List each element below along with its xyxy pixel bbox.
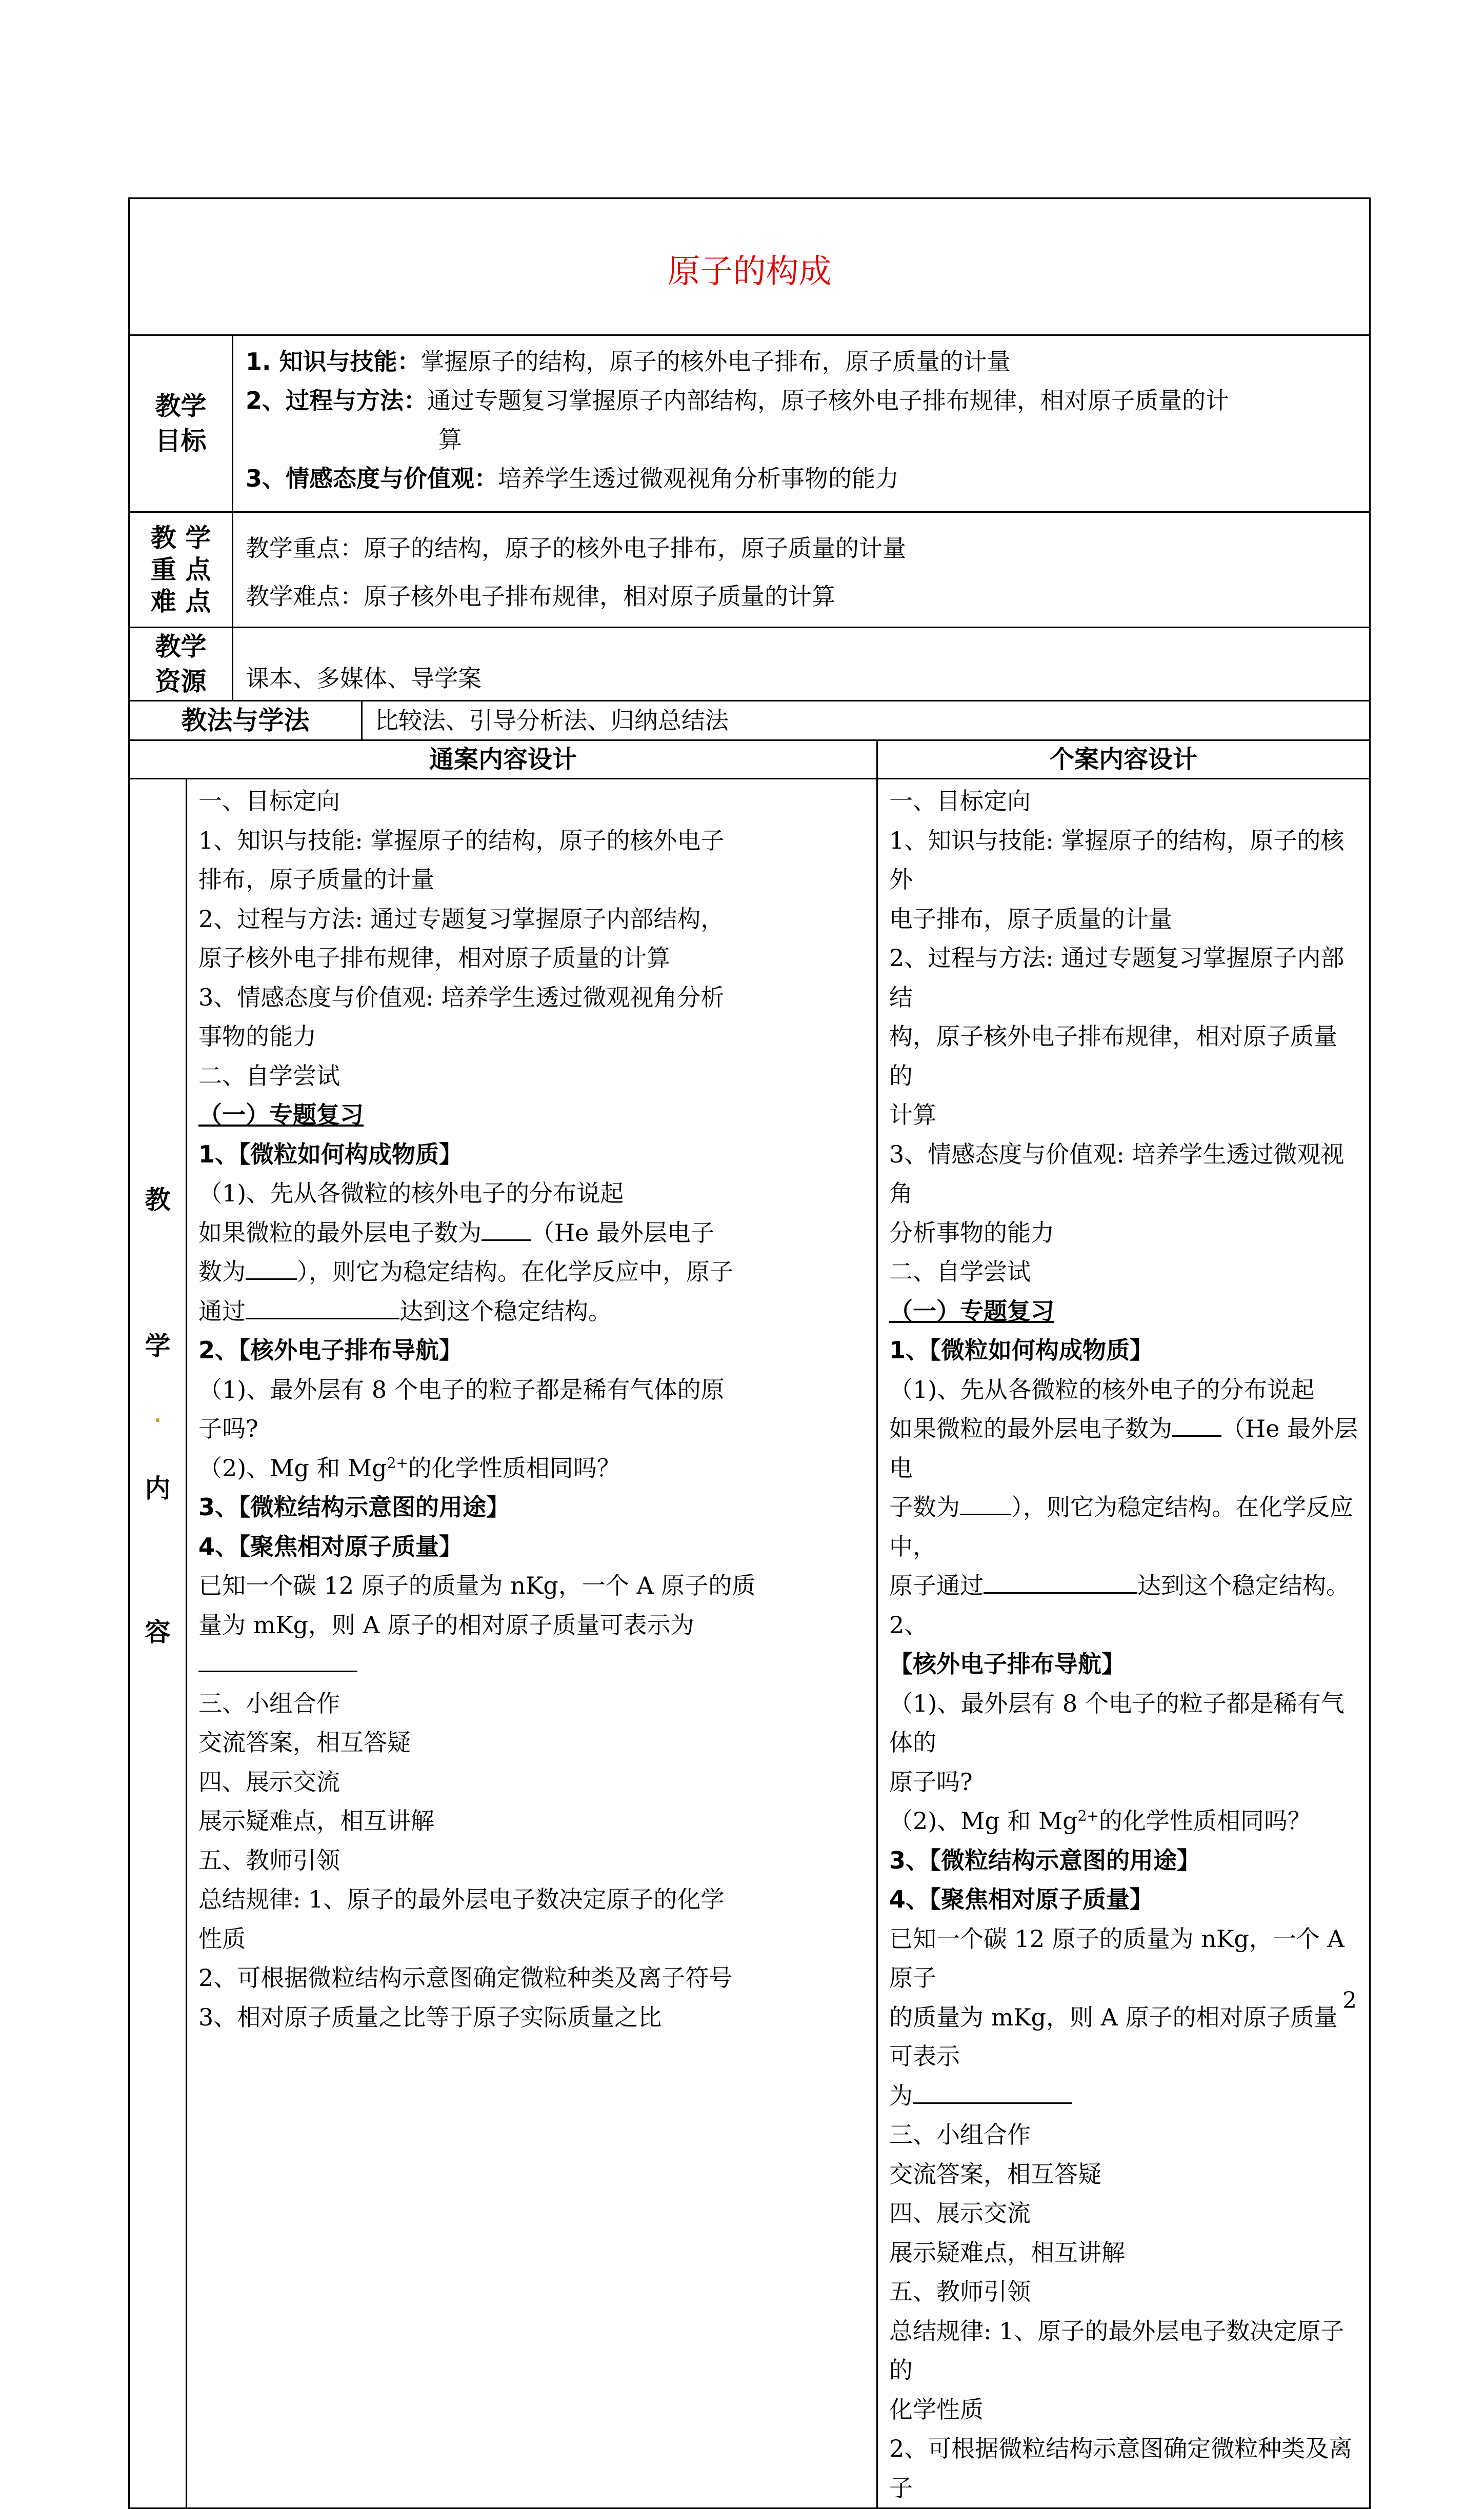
text-span: 如果微粒的最外层电子数为 — [198, 1218, 482, 1247]
text-line: 交流答案，相互答疑 — [198, 1729, 411, 1756]
text-line: 二、自学尝试 — [198, 1061, 340, 1090]
text-line: 2、过程与方法: 通过专题复习掌握原子内部结构， — [198, 905, 725, 933]
text-span: 的化学性质相同吗？ — [408, 1454, 620, 1482]
text-span: 如果微粒的最外层电子数为 — [889, 1415, 1172, 1442]
text-line: 2、可根据微粒结构示意图确定微粒种类及离子符号 — [198, 1964, 733, 1992]
text-line — [198, 1292, 866, 1331]
text-span: 资源 — [155, 667, 207, 696]
lesson-plan-table — [128, 197, 1371, 2509]
resources-label — [129, 628, 233, 701]
text-span: 2、过程与方法： — [246, 387, 428, 414]
text-span: 学 — [145, 1331, 171, 1361]
text-line: 电子排布，原子质量的计量 — [889, 905, 1172, 933]
text-span: 通过 — [198, 1297, 246, 1325]
text-line: 三、小组合作 — [198, 1689, 340, 1717]
text-line: 的质量为 mKg，则 A 原子的相对原子质量可表示 — [889, 2003, 1338, 2070]
text-span: 原子通过 — [889, 1572, 984, 1599]
blank-field — [1172, 1410, 1221, 1437]
text-line: 2、【核外电子排布导航】 — [198, 1336, 463, 1364]
right-body — [877, 779, 1370, 2508]
text-line: 四、展示交流 — [889, 2199, 1031, 2227]
text-line: 子吗? — [198, 1415, 258, 1442]
text-line: 【核外电子排布导航】 — [889, 1650, 1125, 1678]
blank-field — [984, 1567, 1137, 1594]
text-line: 总结规律: 1、原子的最外层电子数决定原子的化学 — [198, 1885, 725, 1913]
text-line: 五、教师引领 — [889, 2278, 1031, 2305]
blank-field — [960, 1488, 1011, 1515]
text-line — [889, 1801, 1359, 1841]
text-line: 五、教师引领 — [198, 1846, 340, 1874]
page-title: 原子的构成 — [667, 253, 832, 291]
key-points-label — [129, 512, 233, 628]
text-line: 已知一个碳 12 原子的质量为 nKg，一个 A 原子的质 — [198, 1572, 756, 1599]
text-span: ），则它为稳定结构。在化学反应中，原子 — [297, 1258, 733, 1286]
text-line — [198, 1213, 866, 1253]
text-span: 内 — [145, 1474, 171, 1503]
text-line: （一）专题复习 — [889, 1297, 1054, 1325]
text-span: 通过专题复习掌握原子内部结构，原子核外电子排布规律，相对原子质量的计 — [427, 387, 1230, 414]
text-span: 数为 — [198, 1258, 246, 1286]
resources-content — [233, 628, 1370, 701]
text-span: 达到这个稳定结构。2、 — [889, 1572, 1350, 1639]
text-line: 计算 — [889, 1101, 936, 1129]
text-line: （1)、最外层有 8 个电子的粒子都是稀有气体的原 — [198, 1375, 725, 1403]
text-line: 一、目标定向 — [889, 787, 1031, 815]
text-span: 教学 — [155, 391, 207, 421]
superscript: 2+ — [387, 1454, 408, 1472]
text-line: 化学性质 — [889, 2395, 984, 2423]
objective-1 — [246, 342, 1357, 381]
text-span: 为 — [889, 2081, 913, 2110]
text-line: 1、知识与技能: 掌握原子的结构，原子的核外 — [889, 826, 1345, 893]
objectives-row — [129, 335, 1370, 512]
text-span: 3、情感态度与价值观： — [246, 465, 498, 492]
text-span: ），则它为稳定结构。在化学反应中， — [889, 1493, 1353, 1560]
objectives-label — [129, 335, 233, 512]
text-line: 3、【微粒结构示意图的用途】 — [889, 1846, 1201, 1874]
text-line: 总结规律: 1、原子的最外层电子数决定原子的 — [889, 2317, 1345, 2384]
text-span: （2)、Mg 和 Mg — [198, 1454, 387, 1482]
resources-row — [129, 628, 1370, 701]
text-line: 3、情感态度与价值观: 培养学生透过微观视角 — [889, 1140, 1345, 1207]
left-body — [187, 779, 877, 2508]
text-span: 教 — [145, 1185, 171, 1215]
text-span: 的化学性质相同吗？ — [1098, 1807, 1311, 1835]
text-span: 教学 — [155, 632, 207, 661]
text-span: 重 点 — [150, 555, 211, 585]
text-line: （1)、最外层有 8 个电子的粒子都是稀有气体的 — [889, 1689, 1345, 1756]
text-line: 3、【微粒结构示意图的用途】 — [198, 1493, 510, 1521]
blank-field — [246, 1253, 297, 1280]
text-line: 分析事物的能力 — [889, 1218, 1054, 1247]
page-number: 2 — [1342, 1988, 1357, 2014]
left-column-header: 通案内容设计 — [129, 740, 877, 779]
text-line: 构，原子核外电子排布规律，相对原子质量的 — [889, 1022, 1337, 1090]
methods-row — [129, 701, 1370, 740]
key-points-content — [233, 512, 1370, 628]
text-line: 二、自学尝试 — [889, 1258, 1031, 1286]
text-line: 三、小组合作 — [889, 2121, 1031, 2149]
teaching-focus: 教学重点：原子的结构，原子的核外电子排布，原子质量的计量 — [246, 534, 906, 562]
text-line: 交流答案，相互答疑 — [889, 2160, 1101, 2188]
text-span: 教法与学法 — [181, 706, 310, 735]
text-line: 原子核外电子排布规律，相对原子质量的计算 — [198, 944, 670, 972]
text-line: 一、目标定向 — [198, 787, 340, 815]
text-line — [889, 1566, 1359, 1644]
text-line — [889, 1488, 1359, 1566]
title-row — [129, 198, 1370, 335]
body-row — [129, 779, 1370, 2508]
text-span: 达到这个稳定结构。 — [399, 1297, 612, 1325]
text-span: 容 — [145, 1617, 171, 1647]
methods-label — [129, 701, 362, 740]
columns-header-row — [129, 740, 1370, 779]
text-span: 目标 — [155, 426, 207, 456]
text-line: 事物的能力 — [198, 1022, 316, 1050]
teaching-content-label — [129, 779, 187, 2508]
text-line: 展示疑难点，相互讲解 — [198, 1807, 434, 1835]
text-line: （1)、先从各微粒的核外电子的分布说起 — [198, 1179, 624, 1207]
objective-2 — [246, 381, 1357, 420]
text-span: （He 最外层电子 — [531, 1218, 714, 1247]
text-span: 1. 知识与技能： — [246, 348, 421, 375]
text-line: 量为 mKg，则 A 原子的相对原子质量可表示为 — [198, 1611, 694, 1639]
text-span: · — [154, 1410, 162, 1431]
objectives-content — [233, 335, 1370, 512]
text-line: 1、【微粒如何构成物质】 — [889, 1336, 1154, 1364]
text-line: 4、【聚焦相对原子质量】 — [198, 1532, 463, 1560]
text-line — [889, 2076, 1359, 2116]
text-line: 比较法、引导分析法、归纳总结法 — [375, 707, 729, 734]
text-line: 3、情感态度与价值观: 培养学生透过微观视角分析 — [198, 983, 725, 1011]
text-span: （2)、Mg 和 Mg — [889, 1807, 1078, 1835]
text-span: 教 学 — [150, 523, 211, 553]
text-line: 展示疑难点，相互讲解 — [889, 2238, 1125, 2266]
text-line: 性质 — [198, 1924, 246, 1953]
methods-content — [362, 701, 1370, 740]
text-span: 难 点 — [150, 587, 211, 616]
text-line — [198, 1644, 866, 1684]
text-span: 掌握原子的结构，原子的核外电子排布，原子质量的计量 — [420, 348, 1011, 375]
text-line — [198, 1252, 866, 1292]
text-span: 培养学生透过微观视角分析事物的能力 — [498, 465, 899, 492]
title-cell — [129, 198, 1370, 335]
blank-field — [198, 1645, 357, 1672]
right-column-header: 个案内容设计 — [877, 740, 1370, 779]
text-line: 四、展示交流 — [198, 1768, 340, 1796]
text-line: （一）专题复习 — [198, 1101, 364, 1129]
superscript: 2+ — [1077, 1807, 1099, 1824]
text-line — [198, 1449, 866, 1488]
text-line — [889, 1409, 1359, 1488]
text-line: 课本、多媒体、导学案 — [246, 665, 482, 692]
key-points-row — [129, 512, 1370, 628]
text-line: 3、相对原子质量之比等于原子实际质量之比 — [198, 2003, 662, 2031]
text-line: 已知一个碳 12 原子的质量为 nKg，一个 A 原子 — [889, 1924, 1345, 1992]
text-line: 1、【微粒如何构成物质】 — [198, 1140, 463, 1168]
teaching-difficulty: 教学难点：原子核外电子排布规律，相对原子质量的计算 — [246, 583, 835, 610]
objective-2-cont: 算 — [438, 426, 462, 453]
text-line: 2、过程与方法: 通过专题复习掌握原子内部结 — [889, 944, 1345, 1011]
blank-field — [246, 1292, 399, 1319]
text-span: （He 最外层电 — [889, 1415, 1358, 1482]
text-line: 2、可根据微粒结构示意图确定微粒种类及离子 — [889, 2435, 1353, 2502]
text-span: 子数为 — [889, 1493, 960, 1521]
objective-3 — [246, 459, 1357, 498]
text-line: 4、【聚焦相对原子质量】 — [889, 1885, 1154, 1913]
text-line: 原子吗? — [889, 1768, 973, 1796]
text-line: （1)、先从各微粒的核外电子的分布说起 — [889, 1375, 1315, 1403]
blank-field — [482, 1214, 531, 1241]
blank-field — [913, 2077, 1072, 2104]
text-line: 1、知识与技能: 掌握原子的结构，原子的核外电子 — [198, 826, 725, 854]
text-line: 排布，原子质量的计量 — [198, 866, 434, 893]
